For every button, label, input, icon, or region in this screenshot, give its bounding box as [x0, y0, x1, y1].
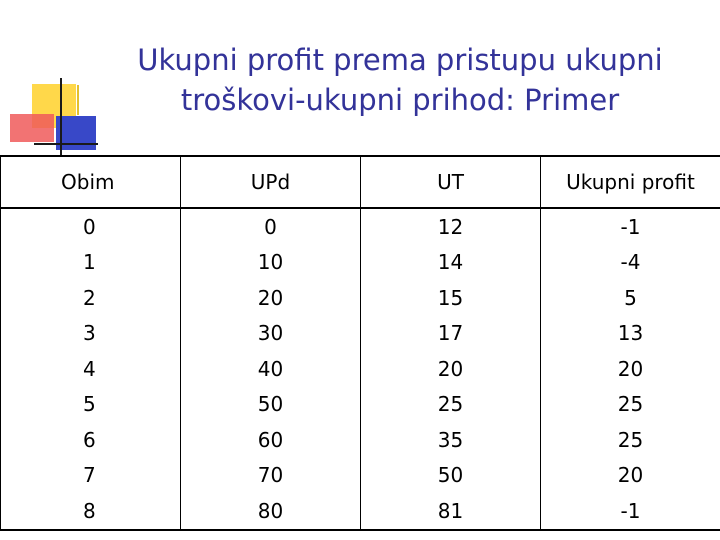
table-row [1, 422, 720, 458]
logo-horizontal-line [34, 143, 98, 145]
table-header-row [1, 156, 720, 208]
cell-obim: 1 [1, 245, 181, 281]
cell-obim: 6 [1, 422, 181, 458]
table-row [1, 351, 720, 387]
table-row [1, 208, 720, 245]
cell-upd: 60 [181, 422, 361, 458]
cell-upd: 30 [181, 316, 361, 352]
cell-ukupni-profit: -4 [541, 245, 720, 281]
table-row [1, 245, 720, 281]
cell-obim: 4 [1, 351, 181, 387]
cell-ut: 35 [361, 422, 541, 458]
table-row [1, 387, 720, 423]
header-upd: UPd [181, 156, 361, 208]
decorative-logo [0, 0, 110, 160]
cell-obim: 3 [1, 316, 181, 352]
cell-ut: 25 [361, 387, 541, 423]
table-row [1, 458, 720, 494]
cell-ukupni-profit: 5 [541, 280, 720, 316]
cell-obim: 7 [1, 458, 181, 494]
cell-ukupni-profit: -1 [541, 493, 720, 530]
cell-obim: 2 [1, 280, 181, 316]
cell-ut: 50 [361, 458, 541, 494]
cell-obim: 5 [1, 387, 181, 423]
table-row [1, 493, 720, 530]
cell-ut: 12 [361, 208, 541, 245]
cell-upd: 40 [181, 351, 361, 387]
cell-ukupni-profit: 25 [541, 422, 720, 458]
cell-obim: 8 [1, 493, 181, 530]
cell-ukupni-profit: 20 [541, 458, 720, 494]
cell-obim: 0 [1, 208, 181, 245]
logo-red-square [10, 114, 54, 142]
cell-ut: 20 [361, 351, 541, 387]
table-row [1, 316, 720, 352]
header-ut: UT [361, 156, 541, 208]
cell-ukupni-profit: 20 [541, 351, 720, 387]
cell-upd: 20 [181, 280, 361, 316]
cell-upd: 80 [181, 493, 361, 530]
cell-upd: 0 [181, 208, 361, 245]
logo-accent-line [77, 85, 79, 115]
header-ukupni-profit: Ukupni profit [541, 156, 720, 208]
cell-ukupni-profit: -1 [541, 208, 720, 245]
data-table [0, 155, 720, 531]
cell-upd: 50 [181, 387, 361, 423]
cell-ut: 81 [361, 493, 541, 530]
cell-upd: 70 [181, 458, 361, 494]
header-obim: Obim [1, 156, 181, 208]
cell-ut: 14 [361, 245, 541, 281]
slide-title-line-2: troškovi-ukupni prihod: Primer [180, 83, 620, 117]
cell-upd: 10 [181, 245, 361, 281]
table-row [1, 280, 720, 316]
cell-ukupni-profit: 13 [541, 316, 720, 352]
cell-ukupni-profit: 25 [541, 387, 720, 423]
cell-ut: 15 [361, 280, 541, 316]
cell-ut: 17 [361, 316, 541, 352]
slide-title-line-1: Ukupni profit prema pristupu ukupni [137, 43, 663, 77]
slide-title [100, 40, 700, 120]
